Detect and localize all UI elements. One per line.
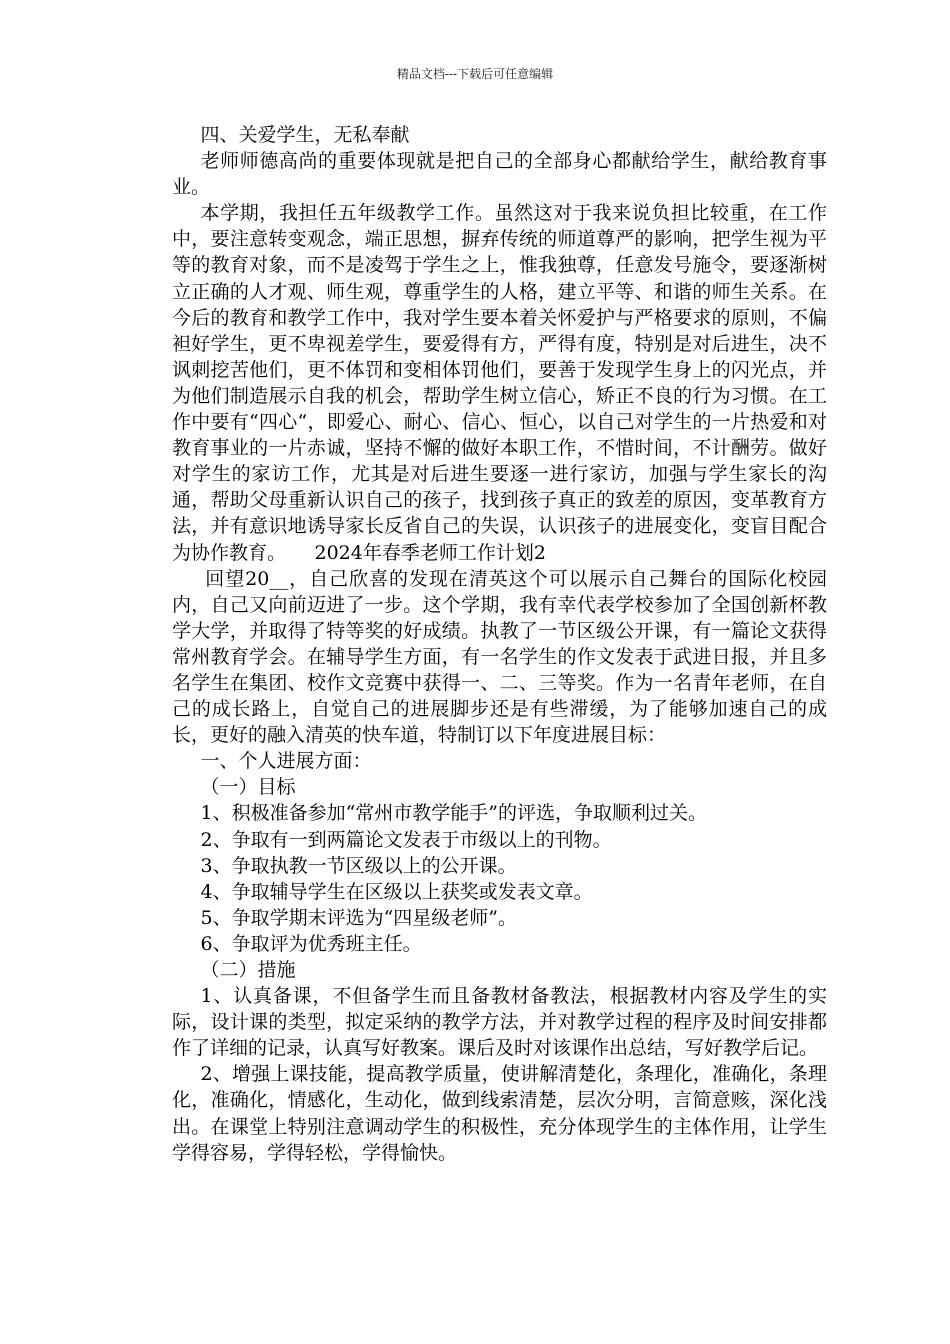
paragraph: 本学期，我担任五年级教学工作。虽然这对于我来说负担比较重，在工作中，要注意转变观念，端正思想，摒弃传统的师道尊严的影响，把学生视为平等的教育对象，而不是凌驾于学生之上，惟我独尊，任意发号施令，要逐渐树立正确的人才观、师生观，尊重学生的人格，建立平等、和谐的师生关系。在今后的教育和教学工作中，我对学生要本着关怀爱护与严格要求的原则，不偏袒好学生，更不卑视差学生，要爱得有方，严得有度，特别是对后进生，决不讽刺挖苦他们，更不体罚和变相体罚他们，要善于发现学生身上的闪光点，并为他们制造展示自我的机会，帮助学生树立信心，矫正不良的行为习惯。在工作中要有“四心“，即爱心、耐心、信心、恒心，以自己对学生的一片热爱和对教育事业的一片赤诚，坚持不懈的做好本职工作，不惜时间，不计酬劳。做好对学生的家访工作，尤其是对后进生要逐一进行家访，加强与学生家长的沟通，帮助父母重新认识自己的孩子，找到孩子真正的致差的原因，变革教育方法，并有意识地诱导家长反省自己的失误，认识孩子的进展变化，变盲目配合为协作教育。 2024年春季老师工作计划2 — [172, 202, 827, 564]
list-item: 3、争取执教一节区级以上的公开课。 — [200, 854, 517, 877]
paragraph: 1、认真备课，不但备学生而且备教材备教法，根据教材内容及学生的实际，设计课的类型，拟定采纳的教学方法，并对教学过程的程序及时间安排都作了详细的记录，认真写好教案。课后及时对该课作出总结，写好教学后记。 — [172, 985, 827, 1060]
list-item: 6、争取评为优秀班主任。 — [200, 932, 422, 955]
list-item: 1、积极准备参加“常州市教学能手”的评选，争取顺利过关。 — [200, 802, 708, 825]
list-item: 2、争取有一到两篇论文发表于市级以上的刊物。 — [200, 828, 612, 851]
paragraph: 回望20__，自己欣喜的发现在清英这个可以展示自己舞台的国际化校园内，自己又向前迈进了一步。这个学期，我有幸代表学校参加了全国创新杯教学大学，并取得了特等奖的好成绩。执教了一节区级公开课，有一篇论文获得常州教育学会。在辅导学生方面，有一名学生的作文发表于武进日报，并且多名学生在集团、校作文竞赛中获得一、二、三等奖。作为一名青年老师，在自己的成长路上，自觉自己的进展脚步还是有些滞缓，为了能够加速自己的成长，更好的融入清英的快车道，特制订以下年度进展目标： — [172, 567, 827, 747]
document-body — [172, 122, 827, 1166]
list-item: 5、争取学期末评选为“四星级老师”。 — [200, 906, 518, 929]
section-heading: 四、关爱学生，无私奉献 — [200, 124, 410, 146]
subsection-heading: （二）措施 — [200, 959, 296, 981]
list-item: 4、争取辅导学生在区级以上获奖或发表文章。 — [200, 880, 593, 903]
paragraph: 2、增强上课技能，提高教学质量，使讲解清楚化，条理化，准确化，条理化，准确化，情感化，生动化，做到线索清楚，层次分明，言简意赅，深化浅出。在课堂上特别注意调动学生的积极性，充分体现学生的主体作用，让学生学得容易，学得轻松，学得愉快。 — [172, 1063, 827, 1164]
subsection-heading: （一）目标 — [200, 776, 296, 799]
paragraph: 老师师德高尚的重要体现就是把自己的全部身心都献给学生，献给教育事业。 — [172, 150, 827, 199]
section-heading: 一、个人进展方面： — [200, 750, 372, 773]
page-header: 精品文档---下载后可任意编辑 — [396, 67, 554, 81]
